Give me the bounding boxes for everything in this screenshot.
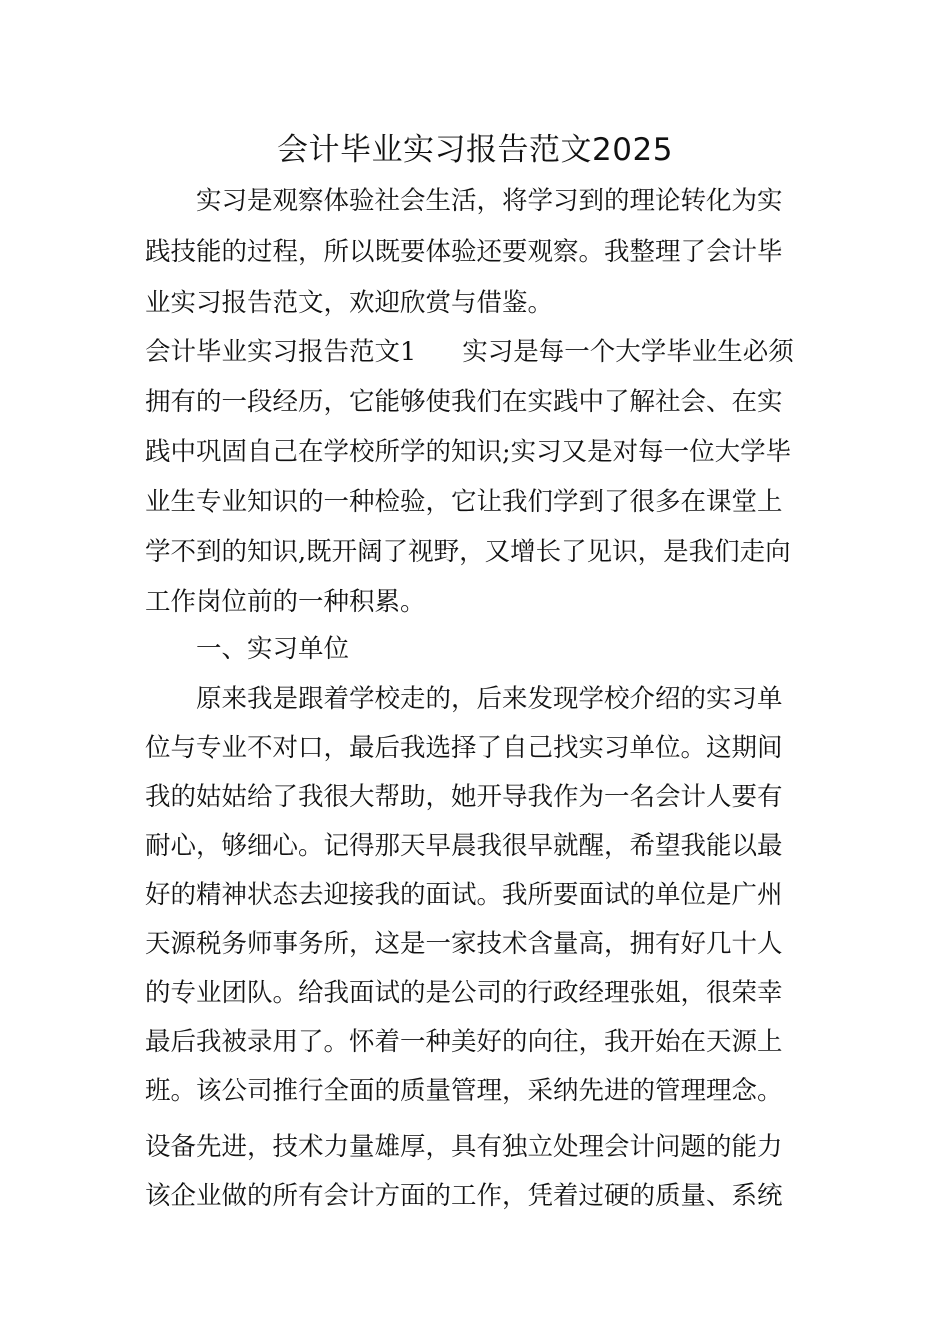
- paragraph-line: 最后我被录用了。怀着一种美好的向往，我开始在天源上: [145, 1027, 783, 1057]
- paragraph-line: 实习是观察体验社会生活，将学习到的理论转化为实: [196, 186, 783, 216]
- paragraph-line: 工作岗位前的一种积累。: [145, 587, 426, 617]
- paragraph-line: 班。该公司推行全面的质量管理，采纳先进的管理理念。: [145, 1076, 783, 1106]
- paragraph-line: 位与专业不对口，最后我选择了自己找实习单位。这期间: [145, 733, 783, 763]
- paragraph-line: 业实习报告范文，欢迎欣赏与借鉴。: [145, 288, 554, 318]
- section-heading-line: [145, 326, 805, 378]
- paragraph-line: 我的姑姑给了我很大帮助，她开导我作为一名会计人要有: [145, 782, 783, 812]
- paragraph-text: 实习是每一个大学毕业生必须: [462, 337, 794, 367]
- paragraph-line: 原来我是跟着学校走的，后来发现学校介绍的实习单: [196, 684, 783, 714]
- paragraph-line: 耐心，够细心。记得那天早晨我很早就醒，希望我能以最: [145, 831, 783, 861]
- document-title: 会计毕业实习报告范文2025: [277, 132, 673, 168]
- paragraph-line: 该企业做的所有会计方面的工作，凭着过硬的质量、系统: [145, 1181, 783, 1211]
- paragraph-line: 设备先进，技术力量雄厚，具有独立处理会计问题的能力: [145, 1132, 783, 1162]
- section-heading: 会计毕业实习报告范文1: [145, 337, 417, 367]
- paragraph-line: 好的精神状态去迎接我的面试。我所要面试的单位是广州: [145, 880, 783, 910]
- paragraph-line: 践技能的过程，所以既要体验还要观察。我整理了会计毕: [145, 237, 783, 267]
- paragraph-line: 拥有的一段经历，它能够使我们在实践中了解社会、在实: [145, 387, 783, 417]
- paragraph-line: 学不到的知识,既开阔了视野，又增长了见识，是我们走向: [145, 537, 791, 567]
- paragraph-line: 业生专业知识的一种检验，它让我们学到了很多在课堂上: [145, 487, 783, 517]
- paragraph-line: 践中巩固自己在学校所学的知识;实习又是对每一位大学毕: [145, 437, 792, 467]
- subsection-heading: 一、实习单位: [196, 634, 350, 664]
- paragraph-line: 的专业团队。给我面试的是公司的行政经理张姐，很荣幸: [145, 978, 783, 1008]
- paragraph-line: 天源税务师事务所，这是一家技术含量高，拥有好几十人: [145, 929, 783, 959]
